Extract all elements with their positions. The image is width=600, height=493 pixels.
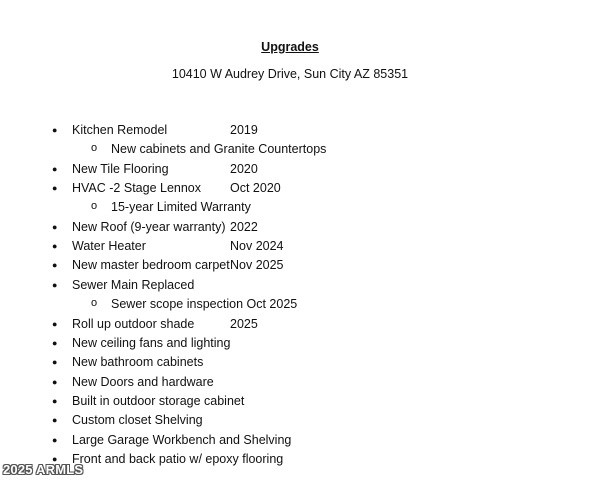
list-item: [0, 121, 600, 139]
list-item: [0, 218, 600, 236]
list-item-date: 2020: [230, 161, 258, 176]
hollow-bullet-icon: o: [91, 200, 98, 213]
list-item-date: 2025: [230, 316, 258, 331]
list-item: [0, 373, 600, 391]
bullet-icon: ●: [52, 376, 58, 387]
list-item: [0, 392, 600, 410]
list-item-label: Front and back patio w/ epoxy flooring: [72, 451, 284, 466]
list-item-label: Roll up outdoor shade: [72, 316, 195, 331]
list-item-label: New Tile Flooring: [72, 161, 169, 176]
list-item-date: Nov 2025: [230, 258, 284, 273]
list-item: [0, 411, 600, 429]
bullet-icon: ●: [52, 183, 58, 194]
list-item-label: New Doors and hardware: [72, 374, 214, 389]
hollow-bullet-icon: o: [91, 142, 98, 155]
list-item-label: HVAC -2 Stage Lennox: [72, 181, 202, 196]
list-item-label: New bathroom cabinets: [72, 355, 204, 370]
bullet-icon: ●: [52, 260, 58, 271]
bullet-icon: ●: [52, 415, 58, 426]
list-item-label: Custom closet Shelving: [72, 413, 203, 428]
sub-list-item: [0, 295, 600, 313]
armls-watermark: 2025 ARMLS: [3, 462, 84, 477]
list-item-label: Water Heater: [72, 239, 146, 254]
bullet-icon: ●: [52, 279, 58, 290]
bullet-icon: ●: [52, 434, 58, 445]
list-item-date: Oct 2020: [230, 181, 281, 196]
list-item: [0, 179, 600, 197]
list-item: [0, 431, 600, 449]
list-item-label: New cabinets and Granite Countertops: [111, 142, 327, 157]
property-address: 10410 W Audrey Drive, Sun City AZ 85351: [171, 67, 409, 81]
list-item: [0, 276, 600, 294]
list-item-label: 15-year Limited Warranty: [111, 200, 251, 215]
list-item: [0, 237, 600, 255]
list-item-label: New master bedroom carpet: [72, 258, 230, 273]
list-item-label: Sewer Main Replaced: [72, 277, 195, 292]
list-item-label: Kitchen Remodel: [72, 123, 168, 137]
bullet-icon: ●: [52, 241, 58, 252]
list-item: [0, 160, 600, 178]
sub-list-item: [0, 140, 600, 158]
bullet-icon: ●: [52, 125, 58, 135]
list-item: [0, 256, 600, 274]
list-item-label: New Roof (9-year warranty): [72, 219, 226, 234]
list-item: [0, 353, 600, 371]
bullet-icon: ●: [52, 453, 58, 464]
list-item-date: 2022: [230, 219, 258, 234]
list-item: [0, 334, 600, 352]
list-item: [0, 450, 600, 468]
bullet-icon: ●: [52, 337, 58, 348]
bullet-icon: ●: [52, 318, 58, 329]
list-item-label: Sewer scope inspection Oct 2025: [111, 297, 298, 312]
list-item-date: Nov 2024: [230, 239, 284, 254]
hollow-bullet-icon: o: [91, 297, 98, 310]
bullet-icon: ●: [52, 395, 58, 406]
bullet-icon: ●: [52, 357, 58, 368]
list-item-label: Built in outdoor storage cabinet: [72, 393, 245, 408]
bullet-icon: ●: [52, 221, 58, 232]
list-item-date: 2019: [230, 123, 258, 137]
list-item-label: New ceiling fans and lighting: [72, 335, 231, 350]
bullet-icon: ●: [52, 163, 58, 174]
document-title: Upgrades: [261, 40, 319, 54]
sub-list-item: [0, 198, 600, 216]
list-item: [0, 315, 600, 333]
list-item-label: Large Garage Workbench and Shelving: [72, 432, 292, 447]
